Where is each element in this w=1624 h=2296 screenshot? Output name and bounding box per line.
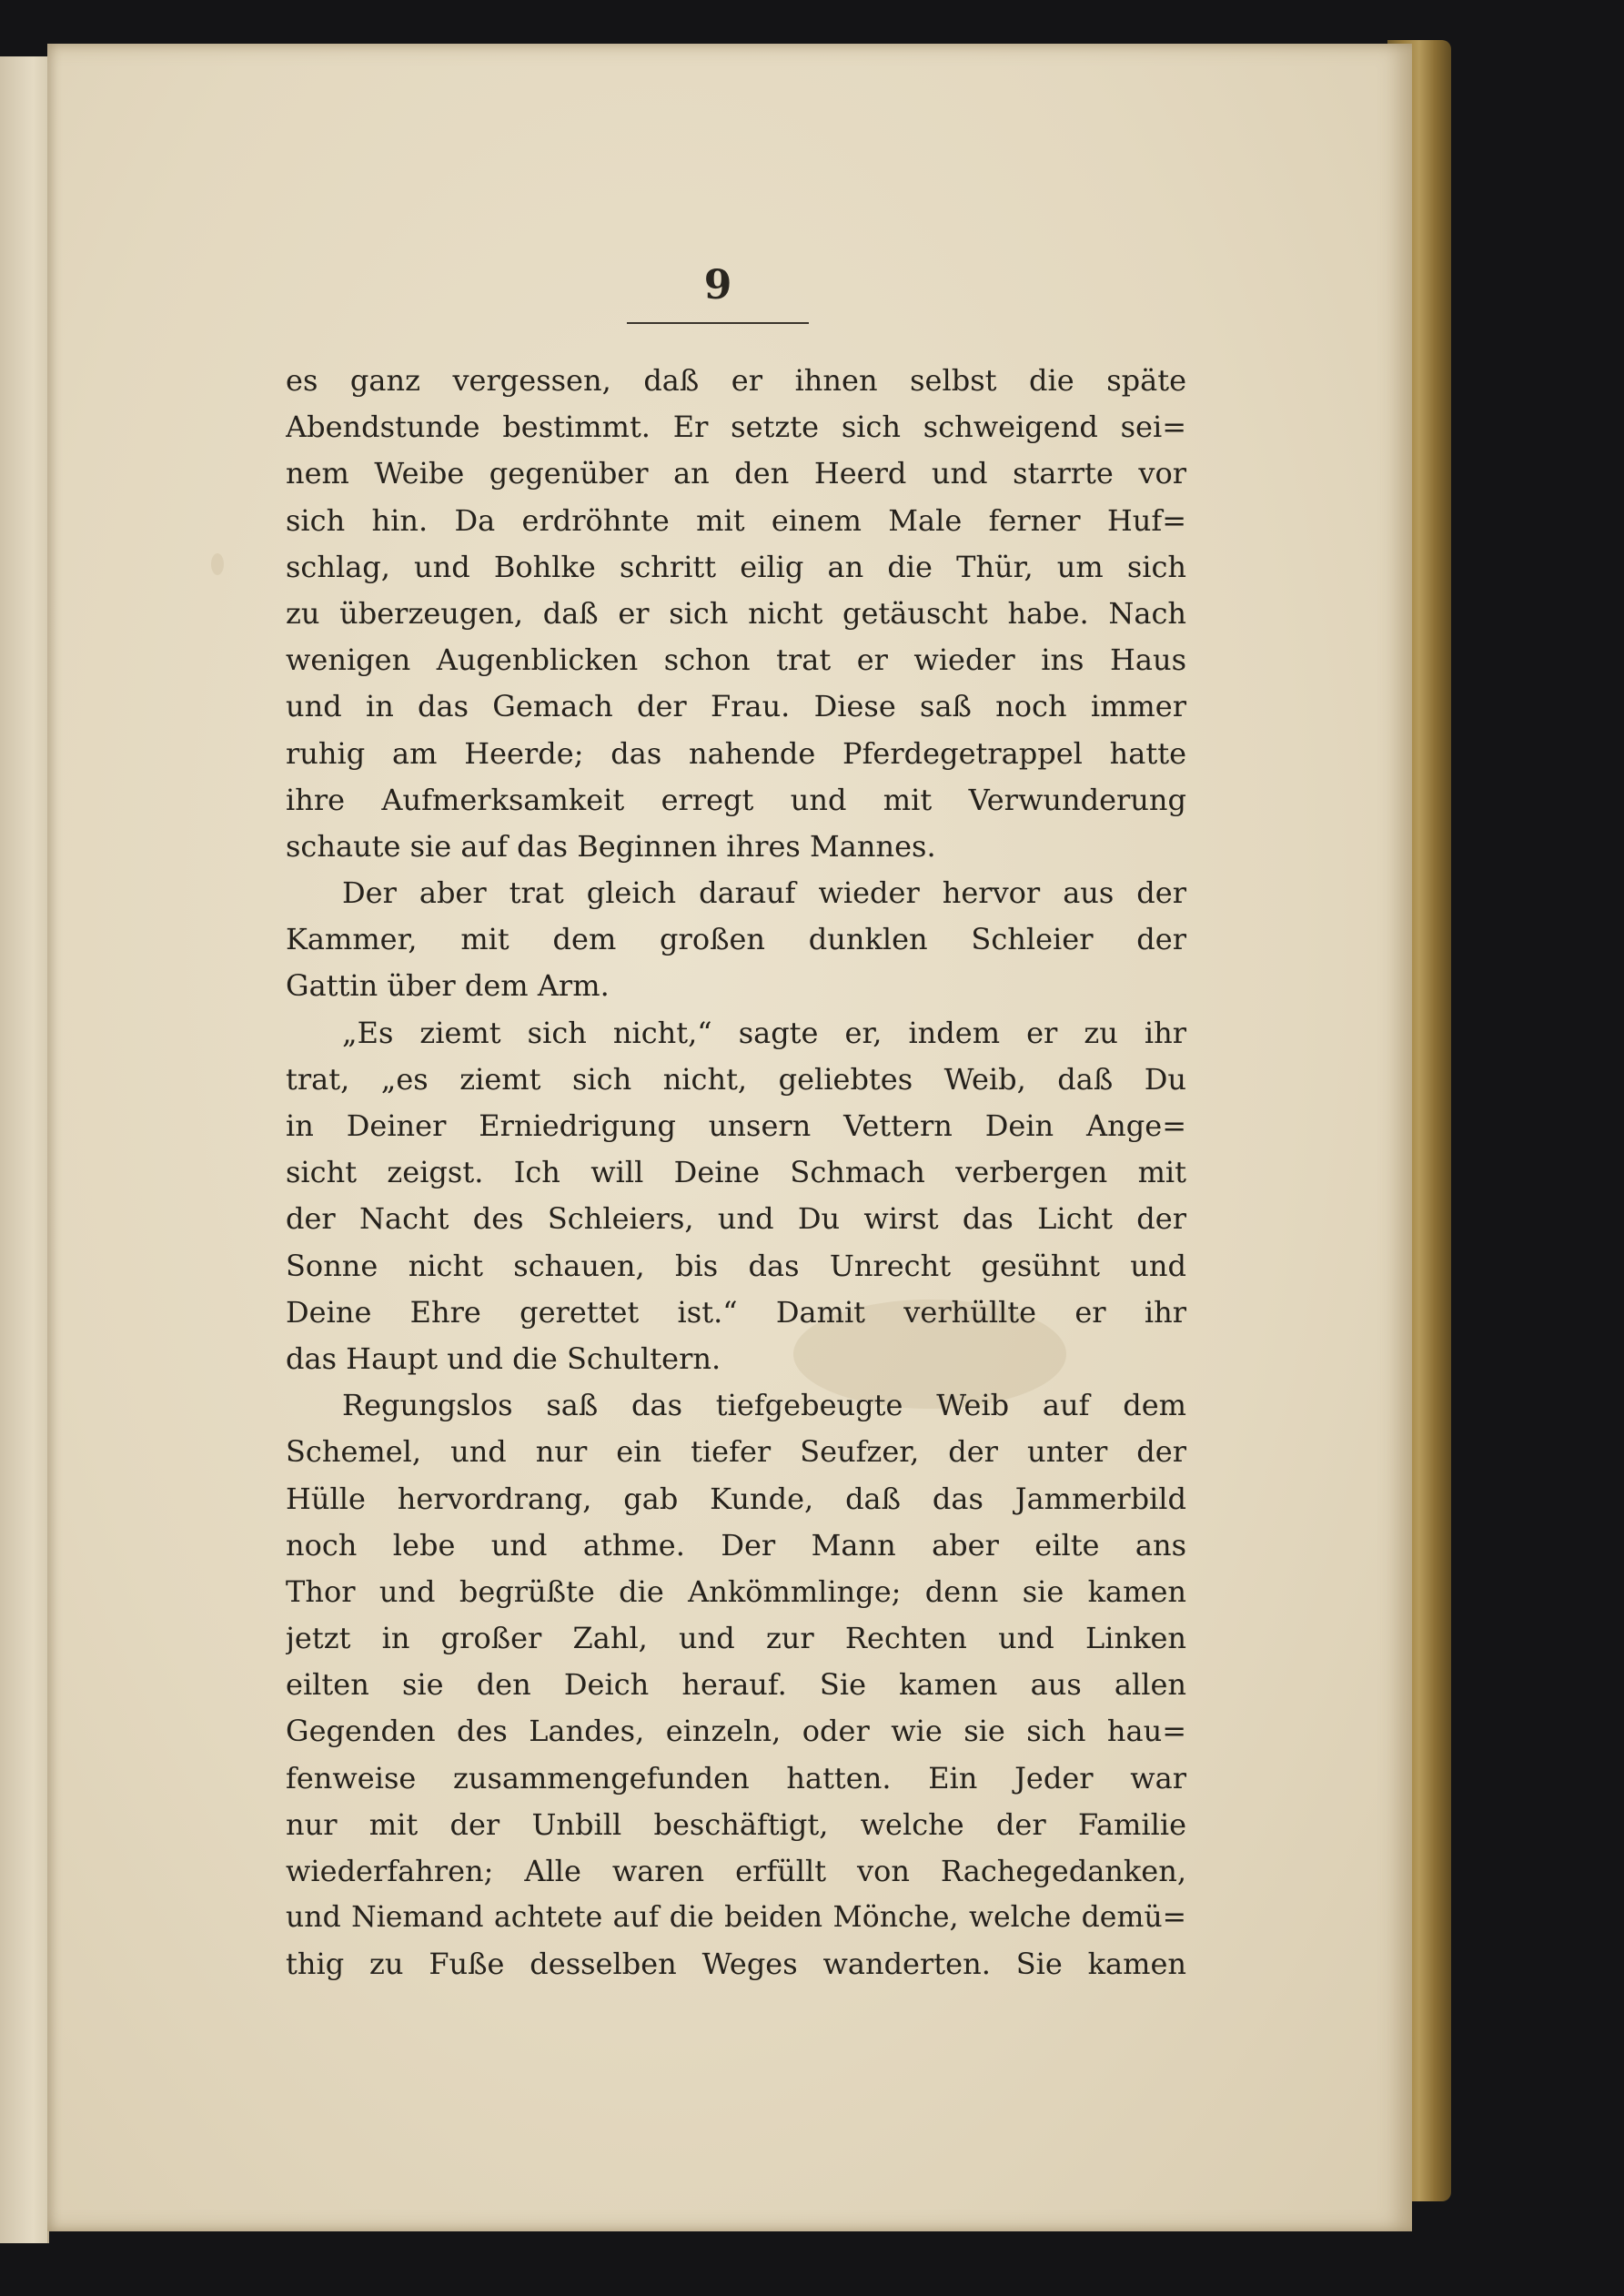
text-line: schlag, und Bohlke schritt eilig an die Thür, um sich (286, 549, 1186, 584)
page-header (604, 262, 832, 324)
text-line: „Es ziemt sich nicht,“ sagte er, indem er zu ihr (342, 1015, 1186, 1050)
text-line: sicht zeigst. Ich will Deine Schmach verbergen mit (286, 1155, 1186, 1190)
text-line: nur mit der Unbill beschäftigt, welche der Familie (286, 1806, 1186, 1842)
text-line: das Haupt und die Schultern. (286, 1340, 721, 1376)
text-line: es ganz vergessen, daß er ihnen selbst die späte (286, 363, 1186, 398)
text-line: wenigen Augenblicken schon trat er wieder ins Haus (286, 642, 1186, 678)
text-line: und Niemand achtete auf die beiden Mönche, welche demü= (286, 1901, 1186, 1935)
text-line: ruhig am Heerde; das nahende Pferdegetrappel hatte (286, 735, 1186, 771)
text-line: schaute sie auf das Beginnen ihres Mannes. (286, 828, 936, 864)
text-line: wiederfahren; Alle waren erfüllt von Rachegedanken, (286, 1854, 1186, 1888)
paper-stain (211, 553, 224, 575)
text-line: der Nacht des Schleiers, und Du wirst das Licht der (286, 1201, 1186, 1237)
text-line: thig zu Fuße desselben Weges wanderten. Sie kamen (286, 1947, 1186, 1982)
text-line: Gattin über dem Arm. (286, 968, 610, 1004)
text-line: fenweise zusammengefunden hatten. Ein Jeder war (286, 1760, 1186, 1795)
text-line: in Deiner Erniedrigung unsern Vettern Dein Ange= (286, 1108, 1186, 1143)
facing-page-edge (0, 56, 49, 2243)
text-line: sich hin. Da erdröhnte mit einem Male ferner Huf= (286, 502, 1186, 538)
text-line: jetzt in großer Zahl, und zur Rechten und Linken (286, 1621, 1186, 1656)
text-line: Abendstunde bestimmt. Er setzte sich schweigend sei= (286, 410, 1186, 445)
text-line: Kammer, mit dem großen dunklen Schleier der (286, 922, 1186, 957)
text-line: trat, „es ziemt sich nicht, geliebtes Weib, daß Du (286, 1061, 1186, 1097)
body-text (286, 358, 1186, 1988)
text-line: und in das Gemach der Frau. Diese saß noch immer (286, 689, 1186, 724)
text-line: nem Weibe gegenüber an den Heerd und starrte vor (286, 456, 1186, 491)
text-line: Gegenden des Landes, einzeln, oder wie sie sich hau= (286, 1714, 1186, 1749)
header-rule (627, 322, 809, 324)
text-line: Schemel, und nur ein tiefer Seufzer, der unter der (286, 1434, 1186, 1470)
text-line: eilten sie den Deich herauf. Sie kamen aus allen (286, 1667, 1186, 1703)
text-line: Der aber trat gleich darauf wieder hervor aus der (342, 875, 1186, 911)
text-line: Regungslos saß das tiefgebeugte Weib auf dem (342, 1388, 1186, 1423)
text-line: Thor und begrüßte die Ankömmlinge; denn sie kamen (286, 1573, 1186, 1609)
text-line: zu überzeugen, daß er sich nicht getäuscht habe. Nach (286, 595, 1186, 631)
text-line: noch lebe und athme. Der Mann aber eilte ans (286, 1527, 1186, 1563)
text-line: Hülle hervordrang, gab Kunde, daß das Jammerbild (286, 1481, 1186, 1516)
text-line: Deine Ehre gerettet ist.“ Damit verhüllte er ihr (286, 1294, 1186, 1330)
book-page (47, 44, 1412, 2231)
text-line: ihre Aufmerksamkeit erregt und mit Verwunderung (286, 782, 1186, 817)
text-line: Sonne nicht schauen, bis das Unrecht gesühnt und (286, 1248, 1186, 1283)
page-number: 9 (703, 262, 732, 308)
